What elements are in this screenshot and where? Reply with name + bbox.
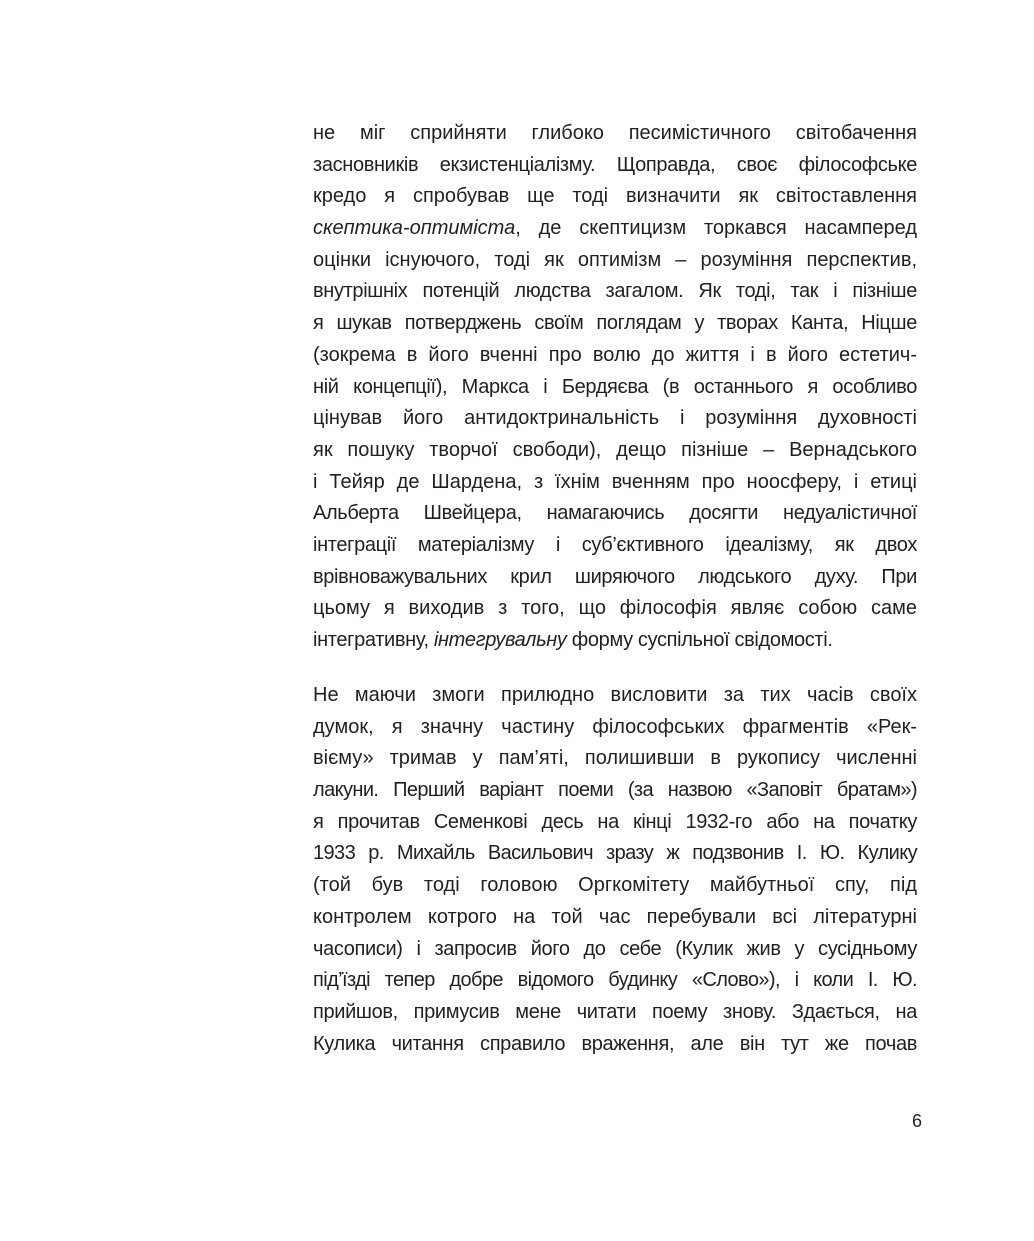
text-line [313, 150, 917, 182]
text-line [313, 498, 917, 530]
text-line [313, 712, 917, 744]
text-run: Кулика читання справило враження, але він тут же почав [313, 1032, 917, 1055]
italic-text: скептика-оптиміста [313, 217, 516, 240]
text-line [313, 340, 917, 372]
text-run: інтеграції матеріалізму і суб’єктивного ідеалізму, як двох [313, 533, 917, 556]
text-run: (той був тоді головою Оргкомітету майбутньої спу, під [313, 874, 917, 897]
text-line [313, 308, 917, 340]
text-run: цьому я виходив з того, що філософія являє собою саме [313, 597, 917, 620]
text-line [313, 213, 917, 245]
text-line [313, 118, 917, 150]
text-run: , де скептицизм торкався насамперед [515, 217, 917, 240]
text-line [313, 775, 917, 807]
text-run: прийшов, примусив мене читати поему знову. Здається, на [313, 1000, 917, 1023]
text-run: не міг сприйняти глибоко песимістичного світобачення [313, 122, 917, 144]
text-run: Не маючи змоги прилюдно висловити за тих часів своїх [313, 684, 917, 706]
text-line [313, 467, 917, 499]
text-run: як пошуку творчої свободи), дещо пізніше – Вернадського [313, 438, 917, 461]
text-run: кредо я спробував ще тоді визначити як світоставлення [313, 185, 917, 208]
text-run: часописи) і запросив його до себе (Кулик жив у сусідньому [313, 937, 917, 960]
italic-text: інтегрувальну [433, 629, 567, 651]
text-run: форму суспільної свідомості. [566, 629, 833, 651]
text-run: Альберта Швейцера, намагаючись досягти недуалістичної [313, 502, 917, 525]
text-line [313, 625, 917, 657]
text-run: я шукав потверджень своїм поглядам у творах Канта, Ніцше [313, 312, 917, 335]
page-number: 6 [911, 1111, 922, 1131]
text-run: оцінки існуючого, тоді як оптимізм – розуміння перспектив, [313, 248, 917, 271]
text-run: контролем котрого на той час перебували всі літературні [313, 905, 917, 928]
text-line [313, 562, 917, 594]
text-line [313, 997, 917, 1029]
text-line [313, 181, 917, 213]
text-line [313, 680, 917, 712]
text-line [313, 838, 917, 870]
text-line [313, 245, 917, 277]
text-run: інтегративну, [313, 629, 434, 651]
paragraph-2 [313, 680, 917, 1060]
text-line [313, 276, 917, 308]
text-run: цінував його антидоктринальність і розуміння духовності [313, 407, 917, 430]
text-run: (зокрема в його вченні про волю до життя і в його естетич- [313, 343, 917, 366]
text-line [313, 1029, 917, 1061]
text-run: думок, я значну частину філософських фрагментів «Рек- [313, 715, 917, 738]
text-run: внутрішніх потенцій людства загалом. Як тоді, так і пізніше [313, 280, 917, 303]
text-run: врівноважувальних крил ширяючого людського духу. При [313, 565, 917, 588]
text-run: під’їзді тепер добре відомого будинку «Слово»), і коли І. Ю. [313, 969, 917, 992]
text-line [313, 902, 917, 934]
text-run: і Тейяр де Шардена, з їхнім вченням про ноосферу, і етиці [313, 470, 917, 493]
text-line [313, 403, 917, 435]
text-line [313, 934, 917, 966]
text-run: ній концепції), Маркса і Бердяєва (в останнього я особливо [313, 375, 917, 398]
text-line [313, 435, 917, 467]
text-line [313, 743, 917, 775]
text-run: я прочитав Семенкові десь на кінці 1932-го або на початку [313, 810, 917, 833]
text-line [313, 807, 917, 839]
paragraph-1 [313, 118, 917, 657]
text-line [313, 593, 917, 625]
text-line [313, 530, 917, 562]
text-run: вієму» тримав у пам’яті, полишивши в рукопису численні [313, 747, 917, 770]
text-line [313, 870, 917, 902]
text-run: 1933 р. Михайль Васильович зразу ж подзвонив І. Ю. Кулику [313, 842, 917, 865]
text-run: засновників екзистенціалізму. Щоправда, своє філософське [313, 153, 917, 176]
text-line [313, 372, 917, 404]
text-run: лакуни. Перший варіант поеми (за назвою «Заповіт братам») [313, 779, 917, 802]
text-line [313, 965, 917, 997]
